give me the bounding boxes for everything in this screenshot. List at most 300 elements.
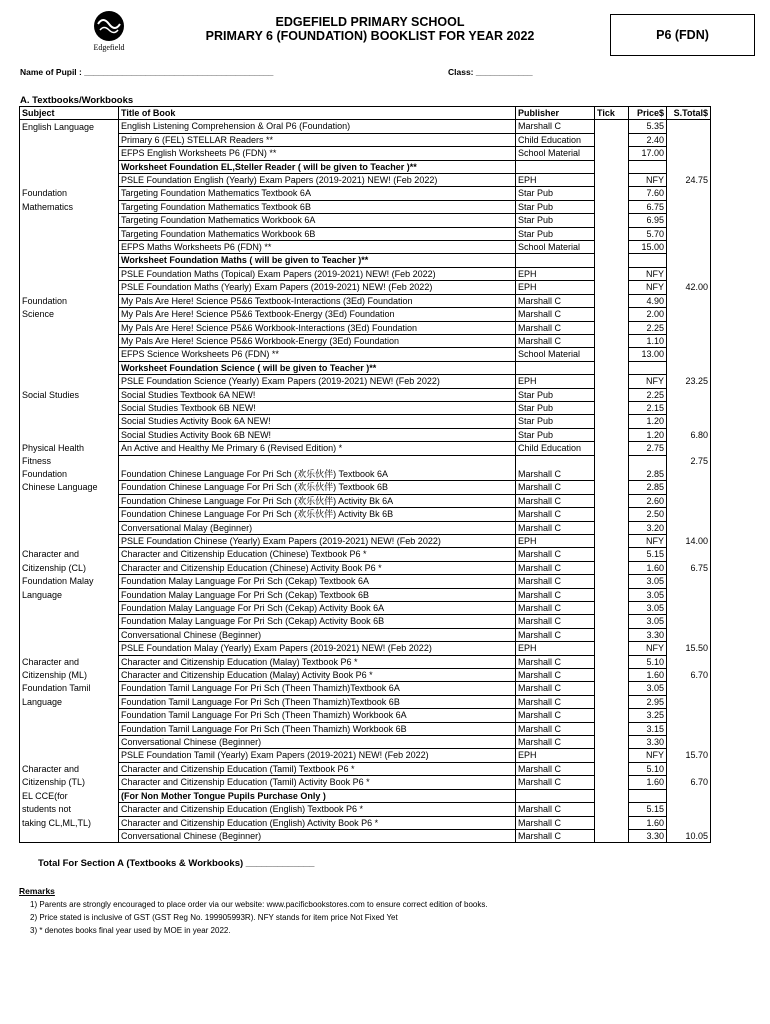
table-row: [20, 816, 711, 829]
price-cell: 3.05: [629, 602, 667, 615]
subject-cell: Foundation Malay: [20, 575, 119, 588]
subject-cell: Citizenship (CL): [20, 561, 119, 574]
book-title-cell: PSLE Foundation Chinese (Yearly) Exam Papers (2019-2021) NEW! (Feb 2022): [119, 534, 516, 547]
tick-cell[interactable]: [595, 722, 629, 735]
subtotal-cell: [667, 308, 711, 321]
table-row: [20, 736, 711, 749]
subject-cell: Citizenship (TL): [20, 776, 119, 789]
publisher-cell: Marshall C: [516, 695, 595, 708]
table-row: [20, 762, 711, 775]
publisher-cell: Star Pub: [516, 227, 595, 240]
publisher-cell: [516, 254, 595, 267]
table-row: [20, 388, 711, 401]
publisher-cell: Star Pub: [516, 415, 595, 428]
tick-cell[interactable]: [595, 442, 629, 455]
price-cell: 15.00: [629, 241, 667, 254]
book-title-cell: Targeting Foundation Mathematics Textbook 6A: [119, 187, 516, 200]
tick-cell[interactable]: [595, 468, 629, 481]
subtotal-cell: [667, 442, 711, 455]
table-row: [20, 281, 711, 294]
publisher-cell: EPH: [516, 174, 595, 187]
subject-cell: [20, 241, 119, 254]
book-title-cell: EFPS Maths Worksheets P6 (FDN) **: [119, 241, 516, 254]
publisher-cell: Marshall C: [516, 294, 595, 307]
book-title-cell: Social Studies Textbook 6B NEW!: [119, 401, 516, 414]
subtotal-cell: [667, 762, 711, 775]
tick-cell[interactable]: [595, 375, 629, 388]
subject-cell: Chinese Language: [20, 481, 119, 494]
subject-cell: Physical Health: [20, 442, 119, 455]
table-row: [20, 561, 711, 574]
publisher-cell: Star Pub: [516, 401, 595, 414]
subject-cell: [20, 642, 119, 655]
tick-cell[interactable]: [595, 214, 629, 227]
subtotal-cell: [667, 147, 711, 160]
publisher-cell: School Material: [516, 348, 595, 361]
subtotal-cell: [667, 133, 711, 146]
publisher-cell: Child Education: [516, 133, 595, 146]
book-title-cell: Targeting Foundation Mathematics Textbook 6B: [119, 200, 516, 213]
tick-cell[interactable]: [595, 227, 629, 240]
tick-cell[interactable]: [595, 816, 629, 829]
table-row: [20, 415, 711, 428]
publisher-cell: Marshall C: [516, 669, 595, 682]
price-cell: 2.00: [629, 308, 667, 321]
table-header-row: [20, 107, 711, 120]
tick-cell[interactable]: [595, 147, 629, 160]
book-title-cell: Character and Citizenship Education (Malay) Activity Book P6 *: [119, 669, 516, 682]
subject-cell: [20, 494, 119, 507]
booklist-title: PRIMARY 6 (FOUNDATION) BOOKLIST FOR YEAR 2022: [205, 29, 535, 43]
table-row: [20, 521, 711, 534]
table-row: [20, 615, 711, 628]
book-title-cell: Targeting Foundation Mathematics Workbook 6A: [119, 214, 516, 227]
tick-cell[interactable]: [595, 481, 629, 494]
tick-cell[interactable]: [595, 749, 629, 762]
subtotal-cell: 14.00: [667, 534, 711, 547]
price-cell: 13.00: [629, 348, 667, 361]
table-row: [20, 254, 711, 267]
book-title-cell: PSLE Foundation Maths (Topical) Exam Papers (2019-2021) NEW! (Feb 2022): [119, 267, 516, 280]
book-title-cell: Conversational Chinese (Beginner): [119, 628, 516, 641]
book-title-cell: Character and Citizenship Education (Tamil) Activity Book P6 *: [119, 776, 516, 789]
tick-cell[interactable]: [595, 776, 629, 789]
tick-cell[interactable]: [595, 334, 629, 347]
subject-cell: Character and: [20, 655, 119, 668]
tick-cell[interactable]: [595, 174, 629, 187]
pupil-name-field[interactable]: Name of Pupil : ________________________________________: [20, 67, 274, 77]
publisher-cell: Marshall C: [516, 762, 595, 775]
table-row: [20, 468, 711, 481]
table-row: [20, 308, 711, 321]
subtotal-cell: [667, 789, 711, 802]
price-cell: 2.75: [629, 442, 667, 455]
tick-cell[interactable]: [595, 736, 629, 749]
table-row: [20, 133, 711, 146]
subject-cell: [20, 521, 119, 534]
table-row: [20, 602, 711, 615]
publisher-cell: Star Pub: [516, 187, 595, 200]
tick-cell[interactable]: [595, 575, 629, 588]
publisher-cell: Star Pub: [516, 428, 595, 441]
subject-cell: [20, 133, 119, 146]
price-cell: 5.10: [629, 762, 667, 775]
subject-cell: taking CL,ML,TL): [20, 816, 119, 829]
subject-cell: [20, 334, 119, 347]
subject-cell: [20, 628, 119, 641]
price-cell: 1.60: [629, 776, 667, 789]
price-cell: NFY: [629, 281, 667, 294]
subject-cell: Character and: [20, 548, 119, 561]
subject-cell: [20, 214, 119, 227]
table-row: [20, 334, 711, 347]
book-title-cell: Foundation Tamil Language For Pri Sch (Theen Thamizh)Textbook 6A: [119, 682, 516, 695]
subtotal-cell: 6.70: [667, 776, 711, 789]
tick-cell[interactable]: [595, 455, 629, 468]
subtotal-cell: [667, 602, 711, 615]
subtotal-cell: [667, 575, 711, 588]
publisher-cell: Star Pub: [516, 214, 595, 227]
book-title-cell: Foundation Malay Language For Pri Sch (Cekap) Activity Book 6B: [119, 615, 516, 628]
subtotal-cell: [667, 481, 711, 494]
price-cell: 5.35: [629, 120, 667, 133]
tick-cell[interactable]: [595, 534, 629, 547]
table-row: [20, 548, 711, 561]
subject-cell: students not: [20, 803, 119, 816]
col-subtotal: S.Total$: [667, 107, 711, 120]
publisher-cell: Child Education: [516, 442, 595, 455]
book-title-cell: Foundation Tamil Language For Pri Sch (Theen Thamizh) Workbook 6A: [119, 709, 516, 722]
subject-cell: [20, 709, 119, 722]
subtotal-cell: 15.70: [667, 749, 711, 762]
subtotal-cell: 15.50: [667, 642, 711, 655]
subject-cell: [20, 602, 119, 615]
subtotal-cell: [667, 348, 711, 361]
school-logo: [86, 8, 132, 54]
publisher-cell: Marshall C: [516, 575, 595, 588]
table-row: [20, 267, 711, 280]
price-cell: [629, 455, 667, 468]
table-row: [20, 227, 711, 240]
price-cell: [629, 361, 667, 374]
tick-cell[interactable]: [595, 602, 629, 615]
tick-cell[interactable]: [595, 267, 629, 280]
subject-cell: [20, 375, 119, 388]
tick-cell[interactable]: [595, 281, 629, 294]
table-row: [20, 776, 711, 789]
tick-cell[interactable]: [595, 803, 629, 816]
price-cell: 1.60: [629, 561, 667, 574]
tick-cell[interactable]: [595, 628, 629, 641]
subject-cell: [20, 401, 119, 414]
table-row: [20, 655, 711, 668]
tick-cell[interactable]: [595, 428, 629, 441]
price-cell: 2.25: [629, 388, 667, 401]
publisher-cell: Marshall C: [516, 655, 595, 668]
tick-cell[interactable]: [595, 521, 629, 534]
price-cell: 5.70: [629, 227, 667, 240]
subject-cell: [20, 348, 119, 361]
table-row: [20, 508, 711, 521]
subject-cell: [20, 147, 119, 160]
table-row: [20, 401, 711, 414]
subtotal-cell: 6.75: [667, 561, 711, 574]
price-cell: 2.50: [629, 508, 667, 521]
price-cell: NFY: [629, 534, 667, 547]
book-title-cell: Character and Citizenship Education (Malay) Textbook P6 *: [119, 655, 516, 668]
class-field[interactable]: Class: ____________: [448, 67, 533, 77]
subtotal-cell: [667, 468, 711, 481]
book-title-cell: Foundation Malay Language For Pri Sch (Cekap) Activity Book 6A: [119, 602, 516, 615]
table-row: [20, 442, 711, 455]
tick-cell[interactable]: [595, 655, 629, 668]
col-publisher: Publisher: [516, 107, 595, 120]
subject-cell: [20, 534, 119, 547]
book-title-cell: English Listening Comprehension & Oral P6 (Foundation): [119, 120, 516, 133]
price-cell: 3.25: [629, 709, 667, 722]
subtotal-cell: [667, 214, 711, 227]
price-cell: 3.05: [629, 588, 667, 601]
price-cell: NFY: [629, 375, 667, 388]
tick-cell[interactable]: [595, 561, 629, 574]
price-cell: 3.05: [629, 682, 667, 695]
book-title-cell: Foundation Malay Language For Pri Sch (Cekap) Textbook 6B: [119, 588, 516, 601]
tick-cell[interactable]: [595, 187, 629, 200]
price-cell: 2.15: [629, 401, 667, 414]
publisher-cell: Marshall C: [516, 682, 595, 695]
table-row: [20, 749, 711, 762]
price-cell: 1.60: [629, 669, 667, 682]
book-title-cell: Worksheet Foundation EL,Steller Reader ( will be given to Teacher )**: [119, 160, 516, 173]
tick-cell[interactable]: [595, 682, 629, 695]
book-title-cell: Foundation Chinese Language For Pri Sch (欢乐伙伴) Textbook 6A: [119, 468, 516, 481]
book-title-cell: Worksheet Foundation Maths ( will be given to Teacher )**: [119, 254, 516, 267]
tick-cell[interactable]: [595, 494, 629, 507]
tick-cell[interactable]: [595, 348, 629, 361]
subject-cell: Language: [20, 695, 119, 708]
price-cell: NFY: [629, 267, 667, 280]
table-row: [20, 575, 711, 588]
col-price: Price$: [629, 107, 667, 120]
publisher-cell: Marshall C: [516, 308, 595, 321]
subtotal-cell: [667, 628, 711, 641]
table-row: [20, 642, 711, 655]
table-row: [20, 803, 711, 816]
table-row: [20, 348, 711, 361]
subtotal-cell: [667, 736, 711, 749]
subtotal-cell: [667, 682, 711, 695]
tick-cell[interactable]: [595, 548, 629, 561]
price-cell: 2.85: [629, 468, 667, 481]
tick-cell[interactable]: [595, 695, 629, 708]
col-subject: Subject: [20, 107, 119, 120]
subtotal-cell: 23.25: [667, 375, 711, 388]
table-row: [20, 534, 711, 547]
book-title-cell: Social Studies Activity Book 6A NEW!: [119, 415, 516, 428]
publisher-cell: School Material: [516, 241, 595, 254]
subject-cell: [20, 415, 119, 428]
book-title-cell: Character and Citizenship Education (English) Activity Book P6 *: [119, 816, 516, 829]
subject-cell: Science: [20, 308, 119, 321]
subtotal-cell: [667, 415, 711, 428]
subtotal-cell: 6.70: [667, 669, 711, 682]
table-row: [20, 682, 711, 695]
book-title-cell: Character and Citizenship Education (English) Textbook P6 *: [119, 803, 516, 816]
price-cell: 5.15: [629, 548, 667, 561]
book-title-cell: Foundation Chinese Language For Pri Sch (欢乐伙伴) Textbook 6B: [119, 481, 516, 494]
tick-cell[interactable]: [595, 789, 629, 802]
publisher-cell: Marshall C: [516, 561, 595, 574]
subtotal-cell: [667, 816, 711, 829]
book-title-cell: [119, 455, 516, 468]
tick-cell[interactable]: [595, 254, 629, 267]
tick-cell[interactable]: [595, 401, 629, 414]
subtotal-cell: [667, 227, 711, 240]
price-cell: 6.75: [629, 200, 667, 213]
tick-cell[interactable]: [595, 294, 629, 307]
subject-cell: [20, 321, 119, 334]
tick-cell[interactable]: [595, 615, 629, 628]
tick-cell[interactable]: [595, 642, 629, 655]
tick-cell[interactable]: [595, 120, 629, 133]
tick-cell[interactable]: [595, 508, 629, 521]
publisher-cell: Marshall C: [516, 615, 595, 628]
publisher-cell: Marshall C: [516, 803, 595, 816]
subject-cell: Citizenship (ML): [20, 669, 119, 682]
table-row: [20, 481, 711, 494]
subtotal-cell: [667, 401, 711, 414]
publisher-cell: EPH: [516, 749, 595, 762]
price-cell: 3.30: [629, 829, 667, 842]
book-title-cell: Foundation Tamil Language For Pri Sch (Theen Thamizh)Textbook 6B: [119, 695, 516, 708]
subject-cell: [20, 160, 119, 173]
publisher-cell: Marshall C: [516, 468, 595, 481]
subtotal-cell: [667, 521, 711, 534]
price-cell: 3.30: [629, 628, 667, 641]
subtotal-cell: [667, 655, 711, 668]
book-title-cell: Foundation Chinese Language For Pri Sch (欢乐伙伴) Activity Bk 6B: [119, 508, 516, 521]
price-cell: 1.20: [629, 428, 667, 441]
tick-cell[interactable]: [595, 388, 629, 401]
section-a-total: Total For Section A (Textbooks & Workbooks) _____________: [38, 858, 315, 869]
tick-cell[interactable]: [595, 588, 629, 601]
book-title-cell: (For Non Mother Tongue Pupils Purchase Only ): [119, 789, 516, 802]
tick-cell[interactable]: [595, 308, 629, 321]
subtotal-cell: 24.75: [667, 174, 711, 187]
level-code-box: [610, 14, 755, 56]
price-cell: 7.60: [629, 187, 667, 200]
subtotal-cell: [667, 803, 711, 816]
publisher-cell: Marshall C: [516, 628, 595, 641]
price-cell: 3.20: [629, 521, 667, 534]
publisher-cell: Marshall C: [516, 588, 595, 601]
publisher-cell: Marshall C: [516, 548, 595, 561]
table-row: [20, 321, 711, 334]
subtotal-cell: [667, 709, 711, 722]
subtotal-cell: 10.05: [667, 829, 711, 842]
subtotal-cell: [667, 241, 711, 254]
tick-cell[interactable]: [595, 160, 629, 173]
price-cell: 2.60: [629, 494, 667, 507]
subtotal-cell: [667, 695, 711, 708]
price-cell: NFY: [629, 174, 667, 187]
price-cell: 5.15: [629, 803, 667, 816]
publisher-cell: [516, 789, 595, 802]
book-title-cell: Character and Citizenship Education (Tamil) Textbook P6 *: [119, 762, 516, 775]
price-cell: 5.10: [629, 655, 667, 668]
tick-cell[interactable]: [595, 241, 629, 254]
book-title-cell: An Active and Healthy Me Primary 6 (Revised Edition) *: [119, 442, 516, 455]
subtotal-cell: [667, 508, 711, 521]
subtotal-cell: [667, 615, 711, 628]
subtotal-cell: [667, 388, 711, 401]
book-title-cell: EFPS Science Worksheets P6 (FDN) **: [119, 348, 516, 361]
table-row: [20, 695, 711, 708]
subtotal-cell: [667, 120, 711, 133]
subject-cell: Character and: [20, 762, 119, 775]
price-cell: 17.00: [629, 147, 667, 160]
tick-cell[interactable]: [595, 415, 629, 428]
subject-cell: Fitness: [20, 455, 119, 468]
subtotal-cell: [667, 334, 711, 347]
tick-cell[interactable]: [595, 321, 629, 334]
book-title-cell: PSLE Foundation Maths (Yearly) Exam Papers (2019-2021) NEW! (Feb 2022): [119, 281, 516, 294]
subtotal-cell: [667, 294, 711, 307]
book-title-cell: Conversational Chinese (Beginner): [119, 736, 516, 749]
price-cell: 3.30: [629, 736, 667, 749]
tick-cell[interactable]: [595, 762, 629, 775]
book-title-cell: PSLE Foundation Malay (Yearly) Exam Papers (2019-2021) NEW! (Feb 2022): [119, 642, 516, 655]
publisher-cell: EPH: [516, 534, 595, 547]
table-row: [20, 294, 711, 307]
price-cell: 2.40: [629, 133, 667, 146]
tick-cell[interactable]: [595, 200, 629, 213]
remarks-heading: Remarks: [19, 886, 55, 896]
table-row: [20, 428, 711, 441]
price-cell: 4.90: [629, 294, 667, 307]
price-cell: 2.95: [629, 695, 667, 708]
table-row: [20, 628, 711, 641]
table-row: [20, 241, 711, 254]
tick-cell[interactable]: [595, 709, 629, 722]
publisher-cell: Marshall C: [516, 829, 595, 842]
subject-cell: Mathematics: [20, 200, 119, 213]
tick-cell[interactable]: [595, 133, 629, 146]
price-cell: [629, 160, 667, 173]
remark-item: 3) * denotes books final year used by MOE in year 2022.: [30, 926, 231, 935]
publisher-cell: Marshall C: [516, 736, 595, 749]
price-cell: NFY: [629, 749, 667, 762]
book-title-cell: Targeting Foundation Mathematics Workbook 6B: [119, 227, 516, 240]
subject-cell: [20, 722, 119, 735]
subject-cell: [20, 508, 119, 521]
price-cell: 6.95: [629, 214, 667, 227]
table-row: [20, 455, 711, 468]
book-title-cell: Character and Citizenship Education (Chinese) Textbook P6 *: [119, 548, 516, 561]
tick-cell[interactable]: [595, 829, 629, 842]
table-row: [20, 200, 711, 213]
price-cell: [629, 789, 667, 802]
price-cell: 1.60: [629, 816, 667, 829]
price-cell: 2.85: [629, 481, 667, 494]
tick-cell[interactable]: [595, 361, 629, 374]
subject-cell: English Language: [20, 120, 119, 133]
publisher-cell: EPH: [516, 281, 595, 294]
publisher-cell: Marshall C: [516, 120, 595, 133]
publisher-cell: EPH: [516, 375, 595, 388]
tick-cell[interactable]: [595, 669, 629, 682]
subtotal-cell: [667, 187, 711, 200]
